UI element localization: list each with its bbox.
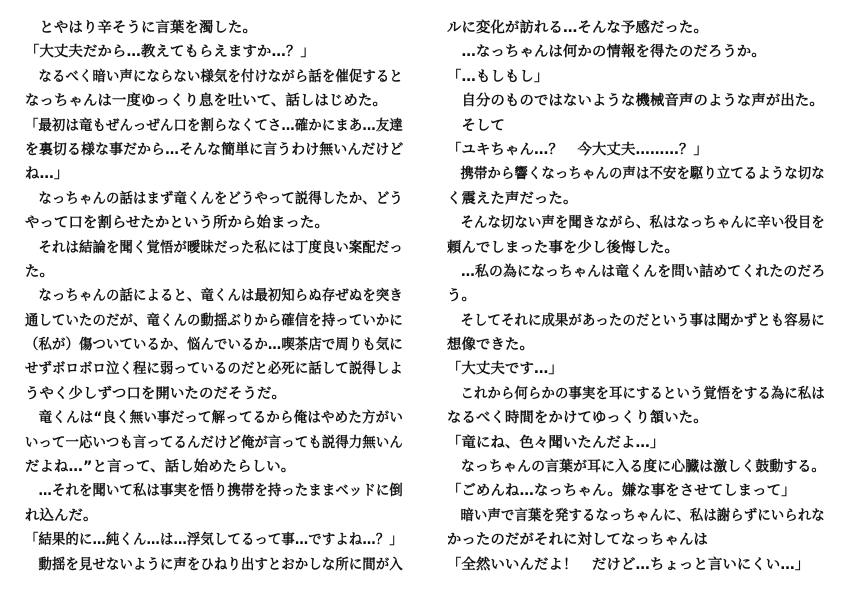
text-line: 竜くんは“良く無い事だって解ってるから俺はやめた方がい — [25, 410, 403, 427]
text-line: なるべく暗い声にならない様気を付けながら話を催促すると — [25, 68, 403, 85]
text-line: なっちゃんの言葉が耳に入る度に心臓は激しく鼓動する。 — [447, 459, 826, 476]
left-text-column — [25, 16, 403, 577]
text-line: （私が）傷ついているか、悩んでいるか…喫茶店で周りも気に — [25, 337, 403, 354]
text-line: …私の為になっちゃんは竜くんを問い詰めてくれたのだろ — [447, 263, 826, 280]
text-line: 「竜にね、色々聞いたんだよ…」 — [447, 434, 665, 451]
text-line: 携帯から響くなっちゃんの声は不安を駆り立てるような切な — [447, 166, 825, 183]
text-line: なっちゃんは一度ゆっくり息を吐いて、話しはじめた。 — [25, 93, 387, 110]
text-line: これから何らかの事実を耳にするという覚悟をする為に私は — [447, 385, 825, 402]
text-line: 自分のものではないような機械音声のような声が出た。 — [447, 93, 824, 110]
text-line: ルに変化が訪れる…そんな予感だった。 — [447, 20, 708, 36]
right-text-column — [447, 16, 825, 577]
text-line: 通していたのだが、竜くんの動揺ぶりから確信を持っていかに — [25, 312, 403, 329]
text-line: ね…」 — [25, 166, 69, 183]
text-line: とやはり辛そうに言葉を濁した。 — [25, 20, 257, 36]
text-line: …それを聞いて私は事実を悟り携帯を持ったままベッドに倒 — [25, 483, 403, 500]
text-line: 想像できた。 — [447, 337, 534, 354]
text-line: そしてそれに成果があったのだという事は聞かずとも容易に — [447, 312, 825, 329]
text-line: なっちゃんの話はまず竜くんをどうやって説得したか、どう — [25, 190, 403, 207]
text-line: だよね…”と言って、話し始めたらしい。 — [25, 459, 296, 476]
text-line: 「ユキちゃん…？ 今大丈夫………？」 — [447, 141, 708, 158]
text-line: なるべく時間をかけてゆっくり頷いた。 — [447, 410, 708, 427]
text-line: うやく少しずつ口を開いたのだそうだ。 — [25, 385, 286, 402]
text-line: れ込んだ。 — [25, 507, 98, 524]
text-line: 「大丈夫だから…教えてもらえますか…？」 — [25, 44, 315, 61]
text-line: なっちゃんの話によると、竜くんは最初知らぬ存ぜぬを突き — [25, 288, 403, 305]
text-line: それは結論を聞く覚悟が曖昧だった私には丁度良い案配だっ — [25, 239, 403, 256]
text-line: そんな切ない声を聞きながら、私はなっちゃんに辛い役目を — [447, 215, 825, 232]
text-line: そして — [447, 117, 505, 134]
text-line: せずボロボロ泣く程に弱っているのだと必死に話して説得しよ — [25, 361, 403, 378]
text-line: 「全然いいんだよ！ だけど…ちょっと言いにくい…」 — [447, 556, 810, 573]
text-line: いって一応いつも言ってるんだけど俺が言っても説得力無いん — [25, 434, 403, 451]
text-line: 「結果的に…純くん…は…浮気してるって事…ですよね…？」 — [25, 532, 403, 549]
text-line: 暗い声で言葉を発するなっちゃんに、私は謝らずにいられな — [447, 507, 825, 524]
text-line: う。 — [447, 288, 476, 305]
text-line: 動揺を見せないように声をひねり出すとおかしな所に間が入 — [25, 556, 403, 573]
text-line: かったのだがそれに対してなっちゃんは — [447, 532, 708, 549]
text-line: 「大丈夫です…」 — [447, 361, 563, 378]
text-line: 「…もしもし」 — [447, 68, 549, 85]
text-line: 頼んでしまった事を少し後悔した。 — [447, 239, 679, 256]
text-line: く震えた声だった。 — [447, 190, 578, 207]
text-line: やって口を割らせたかという所から始まった。 — [25, 215, 330, 232]
text-line: 「最初は竜もぜんっぜん口を割らなくてさ…確かにまあ…友達 — [25, 117, 403, 134]
text-line: た。 — [25, 263, 54, 280]
text-line: 「ごめんね…なっちゃん。嫌な事をさせてしまって」 — [447, 483, 796, 500]
text-line: を裏切る様な事だから…そんな簡単に言うわけ無いんだけど — [25, 141, 404, 158]
text-line: …なっちゃんは何かの情報を得たのだろうか。 — [447, 44, 766, 61]
